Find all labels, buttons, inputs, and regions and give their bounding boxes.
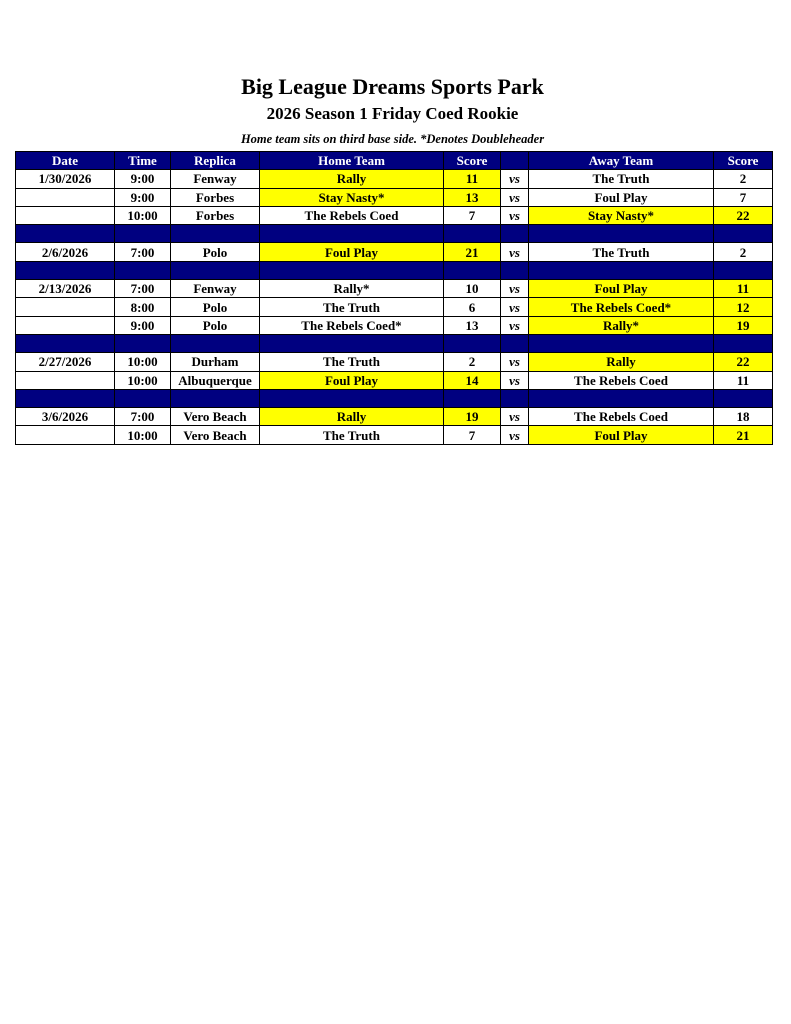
separator-cell — [714, 225, 773, 243]
cell-away-team: The Rebels Coed — [529, 371, 714, 389]
cell-time: 9:00 — [115, 170, 171, 188]
separator-cell — [260, 334, 444, 352]
cell-date: 1/30/2026 — [16, 170, 115, 188]
cell-replica: Fenway — [171, 280, 260, 298]
separator-cell — [714, 389, 773, 407]
cell-vs: vs — [501, 371, 529, 389]
cell-away-score: 22 — [714, 206, 773, 224]
cell-away-team: Foul Play — [529, 280, 714, 298]
separator-cell — [171, 389, 260, 407]
cell-vs: vs — [501, 243, 529, 261]
separator-cell — [115, 334, 171, 352]
separator-cell — [444, 389, 501, 407]
cell-away-score: 22 — [714, 353, 773, 371]
cell-away-score: 7 — [714, 188, 773, 206]
table-header-row — [16, 152, 773, 170]
cell-date — [16, 316, 115, 334]
cell-time: 7:00 — [115, 408, 171, 426]
separator-cell — [501, 261, 529, 279]
cell-replica: Polo — [171, 243, 260, 261]
cell-away-team: Stay Nasty* — [529, 206, 714, 224]
separator-cell — [260, 261, 444, 279]
cell-date — [16, 371, 115, 389]
cell-vs: vs — [501, 426, 529, 444]
separator-cell — [501, 225, 529, 243]
separator-cell — [16, 261, 115, 279]
cell-time: 8:00 — [115, 298, 171, 316]
cell-vs: vs — [501, 188, 529, 206]
game-row — [16, 243, 773, 261]
separator-cell — [115, 261, 171, 279]
cell-date — [16, 426, 115, 444]
separator-cell — [501, 334, 529, 352]
separator-cell — [444, 261, 501, 279]
cell-away-score: 2 — [714, 243, 773, 261]
cell-time: 10:00 — [115, 353, 171, 371]
cell-home-team: The Truth — [260, 426, 444, 444]
schedule-body — [16, 170, 773, 444]
cell-vs: vs — [501, 280, 529, 298]
cell-home-team: The Truth — [260, 353, 444, 371]
separator-cell — [115, 389, 171, 407]
cell-home-score: 21 — [444, 243, 501, 261]
separator-cell — [501, 389, 529, 407]
week-separator-row — [16, 389, 773, 407]
cell-away-score: 12 — [714, 298, 773, 316]
cell-home-score: 11 — [444, 170, 501, 188]
cell-replica: Forbes — [171, 206, 260, 224]
cell-replica: Polo — [171, 316, 260, 334]
column-header-away-team: Away Team — [529, 152, 714, 170]
separator-cell — [529, 261, 714, 279]
separator-cell — [260, 225, 444, 243]
cell-away-team: Foul Play — [529, 188, 714, 206]
week-separator-row — [16, 225, 773, 243]
cell-away-score: 19 — [714, 316, 773, 334]
cell-time: 7:00 — [115, 280, 171, 298]
cell-home-team: Stay Nasty* — [260, 188, 444, 206]
game-row — [16, 316, 773, 334]
page-title: Big League Dreams Sports Park — [241, 74, 544, 99]
game-row — [16, 371, 773, 389]
cell-home-team: Rally* — [260, 280, 444, 298]
separator-cell — [444, 225, 501, 243]
cell-replica: Polo — [171, 298, 260, 316]
cell-home-team: The Truth — [260, 298, 444, 316]
cell-home-score: 10 — [444, 280, 501, 298]
cell-away-score: 18 — [714, 408, 773, 426]
cell-time: 10:00 — [115, 426, 171, 444]
cell-replica: Albuquerque — [171, 371, 260, 389]
cell-home-team: Foul Play — [260, 371, 444, 389]
game-row — [16, 280, 773, 298]
separator-cell — [714, 334, 773, 352]
column-header-replica: Replica — [171, 152, 260, 170]
cell-home-score: 13 — [444, 316, 501, 334]
cell-date: 3/6/2026 — [16, 408, 115, 426]
cell-date — [16, 188, 115, 206]
cell-home-score: 14 — [444, 371, 501, 389]
game-row — [16, 298, 773, 316]
cell-away-team: Rally* — [529, 316, 714, 334]
cell-time: 10:00 — [115, 206, 171, 224]
cell-away-team: The Truth — [529, 243, 714, 261]
cell-home-score: 7 — [444, 426, 501, 444]
cell-date: 2/6/2026 — [16, 243, 115, 261]
cell-home-score: 13 — [444, 188, 501, 206]
separator-cell — [714, 261, 773, 279]
cell-away-team: Foul Play — [529, 426, 714, 444]
cell-time: 10:00 — [115, 371, 171, 389]
cell-away-team: The Rebels Coed* — [529, 298, 714, 316]
game-row — [16, 206, 773, 224]
cell-vs: vs — [501, 353, 529, 371]
cell-away-score: 2 — [714, 170, 773, 188]
cell-home-score: 6 — [444, 298, 501, 316]
column-header-date: Date — [16, 152, 115, 170]
cell-home-team: Rally — [260, 408, 444, 426]
cell-home-team: Foul Play — [260, 243, 444, 261]
cell-vs: vs — [501, 316, 529, 334]
cell-vs: vs — [501, 206, 529, 224]
week-separator-row — [16, 261, 773, 279]
schedule-table — [15, 151, 773, 445]
column-header-away-score: Score — [714, 152, 773, 170]
cell-time: 9:00 — [115, 316, 171, 334]
cell-replica: Forbes — [171, 188, 260, 206]
cell-away-score: 11 — [714, 280, 773, 298]
separator-cell — [260, 389, 444, 407]
column-header-vs — [501, 152, 529, 170]
separator-cell — [171, 334, 260, 352]
separator-cell — [444, 334, 501, 352]
separator-cell — [529, 334, 714, 352]
separator-cell — [16, 334, 115, 352]
cell-away-score: 21 — [714, 426, 773, 444]
column-header-time: Time — [115, 152, 171, 170]
game-row — [16, 353, 773, 371]
cell-time: 7:00 — [115, 243, 171, 261]
game-row — [16, 170, 773, 188]
cell-vs: vs — [501, 298, 529, 316]
page-subtitle: 2026 Season 1 Friday Coed Rookie — [266, 104, 519, 123]
week-separator-row — [16, 334, 773, 352]
cell-vs: vs — [501, 170, 529, 188]
cell-date: 2/27/2026 — [16, 353, 115, 371]
cell-date: 2/13/2026 — [16, 280, 115, 298]
cell-replica: Vero Beach — [171, 408, 260, 426]
cell-away-score: 11 — [714, 371, 773, 389]
cell-home-team: The Rebels Coed — [260, 206, 444, 224]
separator-cell — [16, 389, 115, 407]
cell-date — [16, 298, 115, 316]
separator-cell — [529, 389, 714, 407]
game-row — [16, 408, 773, 426]
cell-home-score: 19 — [444, 408, 501, 426]
schedule-note: Home team sits on third base side. *Denotes Doubleheader — [240, 132, 545, 146]
cell-replica: Vero Beach — [171, 426, 260, 444]
game-row — [16, 426, 773, 444]
cell-home-score: 2 — [444, 353, 501, 371]
cell-away-team: The Truth — [529, 170, 714, 188]
separator-cell — [171, 225, 260, 243]
game-row — [16, 188, 773, 206]
cell-date — [16, 206, 115, 224]
separator-cell — [16, 225, 115, 243]
cell-replica: Durham — [171, 353, 260, 371]
cell-time: 9:00 — [115, 188, 171, 206]
cell-replica: Fenway — [171, 170, 260, 188]
column-header-home-team: Home Team — [260, 152, 444, 170]
column-header-home-score: Score — [444, 152, 501, 170]
separator-cell — [171, 261, 260, 279]
cell-home-team: Rally — [260, 170, 444, 188]
cell-away-team: Rally — [529, 353, 714, 371]
separator-cell — [115, 225, 171, 243]
cell-home-team: The Rebels Coed* — [260, 316, 444, 334]
cell-away-team: The Rebels Coed — [529, 408, 714, 426]
separator-cell — [529, 225, 714, 243]
cell-home-score: 7 — [444, 206, 501, 224]
cell-vs: vs — [501, 408, 529, 426]
